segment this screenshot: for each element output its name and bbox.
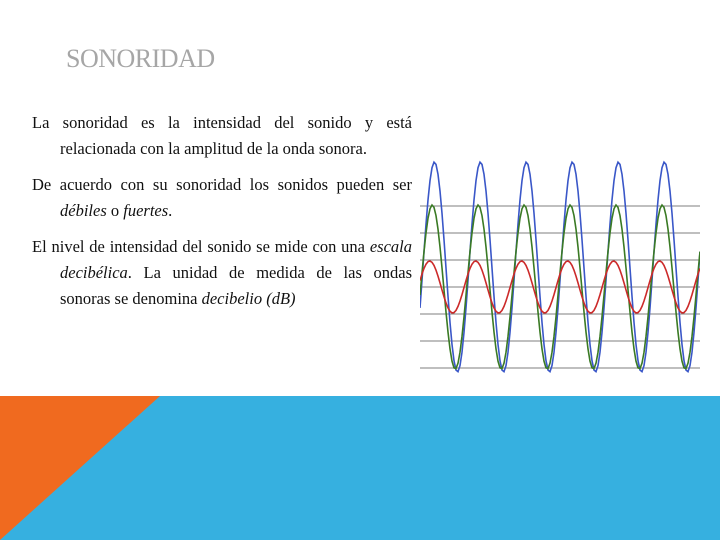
slide-title: SONORIDAD <box>66 44 215 73</box>
paragraph-3 <box>32 234 412 312</box>
paragraph-1-text: La sonoridad es la intensidad del sonido y está relacionada con la amplitud de la onda sonora. <box>32 113 412 158</box>
paragraph-3-mid: . La unidad de medida de las ondas sonoras se denomina <box>60 263 412 308</box>
paragraph-2-mid: o <box>106 201 124 220</box>
term-fuertes: fuertes <box>123 201 169 220</box>
paragraph-2-lead: De acuerdo con su sonoridad los sonidos pueden ser <box>32 175 412 194</box>
sound-wave-illustration <box>420 160 700 375</box>
paragraph-1 <box>32 110 412 162</box>
term-escala-decibelica: escala decibélica <box>60 237 412 282</box>
paragraph-2 <box>32 172 412 224</box>
term-decibelio: decibelio (dB) <box>201 289 296 308</box>
footer-decoration <box>0 396 720 540</box>
term-debiles: débiles <box>60 201 107 220</box>
paragraph-2-tail: . <box>168 201 173 220</box>
paragraph-3-lead: El nivel de intensidad del sonido se mide con una <box>32 237 370 256</box>
body-text <box>32 110 412 322</box>
